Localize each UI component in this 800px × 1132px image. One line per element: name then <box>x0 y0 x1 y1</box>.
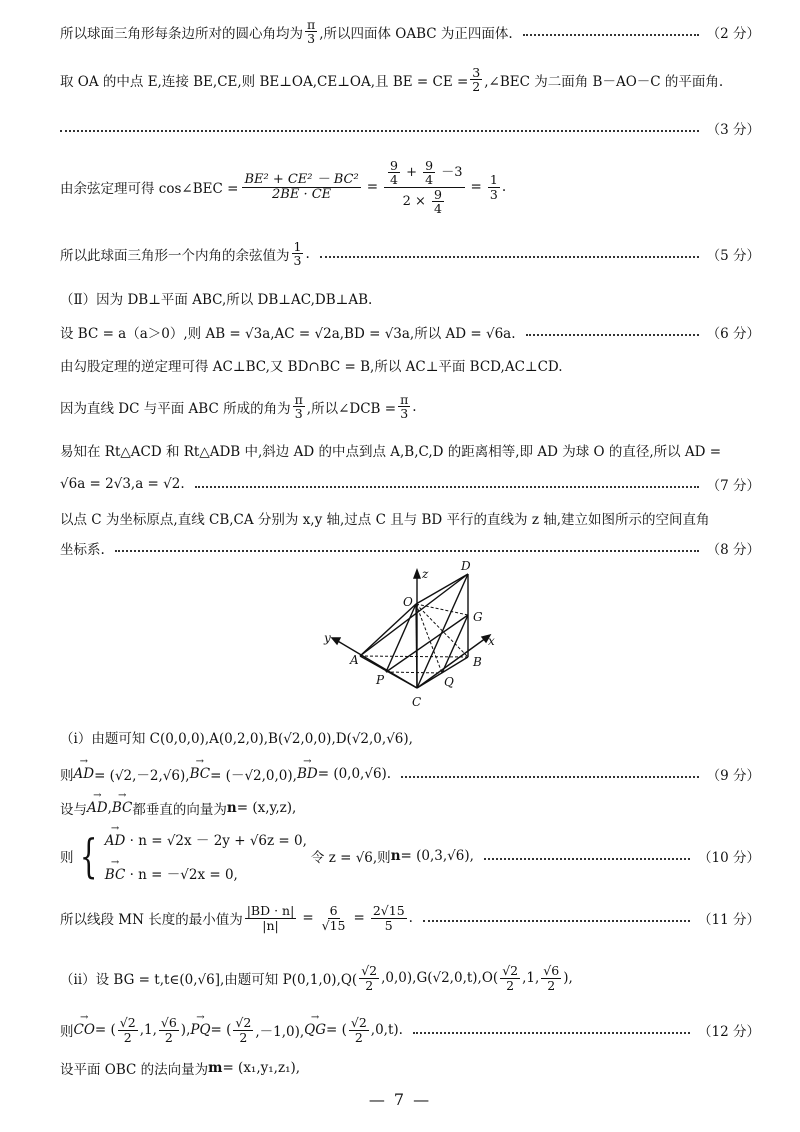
text: 所以线段 MN 长度的最小值为 <box>60 912 243 928</box>
text: = (－√2,0,0), <box>210 768 297 784</box>
text: 易知在 Rt△ACD 和 Rt△ADB 中,斜边 AD 的中点到点 A,B,C,D 的距离相等,即 AD 为球 O 的直径,所以 AD = <box>60 444 722 460</box>
fraction-6-sqrt15: $\frac{6}{√15}$ <box>321 903 346 933</box>
text: = ( <box>326 1022 347 1038</box>
vector-CO: → CO <box>74 1022 95 1038</box>
line-4 <box>60 240 760 267</box>
text: 设与 <box>60 802 87 818</box>
line-8 <box>60 393 760 420</box>
text: , <box>107 800 112 816</box>
dot-leader <box>60 130 699 132</box>
line-11 <box>60 508 760 528</box>
vector-PQ: → PQ <box>190 1022 210 1038</box>
dot-leader <box>523 34 699 36</box>
line-16 <box>60 828 760 884</box>
fraction-cosine: $\frac{\text{BE² + CE² － BC²}}{2BE \cdot CE}$ <box>244 171 359 202</box>
dashed-OB <box>416 604 468 657</box>
text: ), <box>180 1022 191 1038</box>
fraction-distance: $\frac{|BD \cdot n|}{|n|}$ <box>246 903 295 933</box>
dot-leader <box>320 256 699 258</box>
edge-AD <box>360 574 468 656</box>
text: 所以球面三角形每条边所对的圆心角均为 <box>60 25 303 42</box>
text: = (x,y,z), <box>236 800 297 816</box>
fraction-numeric: $\frac{9}{4}$ + $\frac{9}{4}$ －3 2 × $\frac{9}{4}$ <box>384 159 465 215</box>
period: . <box>408 910 413 926</box>
edge-CO <box>416 604 417 688</box>
vector-BC: → BC <box>190 766 211 782</box>
line-6 <box>60 322 760 342</box>
text: = ( <box>94 1022 116 1038</box>
score-label: （9 分） <box>706 768 760 784</box>
line-1 <box>60 18 760 45</box>
vector-BC: → BC <box>105 867 126 883</box>
line-20 <box>60 1058 760 1078</box>
equals: = <box>366 179 379 195</box>
label-x: x <box>488 634 495 648</box>
edge-AO <box>360 604 416 656</box>
dashed-PQ <box>386 672 442 673</box>
score-label: （5 分） <box>706 247 760 264</box>
text: （ⅱ）设 BG = t,t∈(0,√6],由题可知 P(0,1,0),Q( <box>60 972 358 988</box>
label-Q: Q <box>444 675 454 689</box>
dot-leader <box>195 486 699 488</box>
fraction-3-2: $\frac{3}{2}$ <box>472 65 481 95</box>
fraction-sqrt6-2: $\frac{√6}{2}$ <box>543 963 560 993</box>
label-G: G <box>473 610 483 624</box>
dot-leader <box>423 920 690 922</box>
text: = ( <box>210 1022 232 1038</box>
score-label: （8 分） <box>706 542 760 558</box>
score-label: （10 分） <box>698 850 760 866</box>
label-O: O <box>403 595 413 609</box>
dot-leader <box>484 858 690 860</box>
vector-m: m <box>208 1060 223 1076</box>
text: = (x₁,y₁,z₁), <box>222 1060 301 1076</box>
line-15 <box>60 798 760 818</box>
equals: = <box>353 910 365 926</box>
text: 因为直线 DC 与平面 ABC 所成的角为 <box>60 400 291 417</box>
line-12 <box>60 538 760 558</box>
fraction-sqrt2-2: $\frac{√2}{2}$ <box>502 963 519 993</box>
dot-leader <box>526 334 699 336</box>
line-2-score <box>60 118 760 138</box>
text: ,0,t). <box>370 1022 403 1038</box>
y-axis-arrow <box>332 638 340 644</box>
line-13 <box>60 727 760 747</box>
fraction-1-3: $\frac{1}{3}$ <box>293 239 302 269</box>
fraction-sqrt2-2: $\frac{√2}{2}$ <box>361 963 378 993</box>
text: 坐标系. <box>60 542 105 558</box>
text: ,∠BEC 为二面角 B－AO－C 的平面角. <box>484 73 724 90</box>
fraction-sqrt2-2: $\frac{√2}{2}$ <box>235 1015 252 1045</box>
vector-n: n <box>390 848 401 864</box>
score-label: （11 分） <box>698 912 760 928</box>
fraction-sqrt2-2: $\frac{√2}{2}$ <box>350 1015 367 1045</box>
dot-leader <box>115 550 699 552</box>
text: 设 BC = a（a＞0）,则 AB = √3a,AC = √2a,BD = √3a,所以 AD = √6a. <box>60 326 516 342</box>
text: ,0,0),G(√2,0,t),O( <box>381 970 499 986</box>
text: = (0,3,√6), <box>400 848 474 864</box>
text: ,1, <box>139 1022 157 1038</box>
fraction-sqrt2-2: $\frac{√2}{2}$ <box>119 1015 136 1045</box>
left-brace: { <box>79 829 97 883</box>
text: 所以此球面三角形一个内角的余弦值为 <box>60 247 290 264</box>
fraction-sqrt6-2: $\frac{√6}{2}$ <box>160 1015 177 1045</box>
text: 令 z = √6,则 <box>310 850 391 866</box>
text: ,－1,0), <box>255 1024 305 1040</box>
dot-leader <box>413 1032 690 1034</box>
vector-BD: → BD <box>297 766 318 782</box>
line-2 <box>60 66 760 93</box>
line-7 <box>60 355 760 375</box>
vector-n: n <box>226 800 237 816</box>
line-10 <box>60 474 760 494</box>
line-19 <box>60 1010 760 1050</box>
text: √6a = 2√3,a = √2. <box>60 476 185 492</box>
period: . <box>501 179 507 195</box>
text: 则 <box>60 850 74 866</box>
line-18 <box>60 958 760 998</box>
period: . <box>412 398 417 415</box>
fraction-pi-3: $\frac{\pi}{3}$ <box>294 392 303 422</box>
score-label: （7 分） <box>706 478 760 494</box>
text: 取 OA 的中点 E,连接 BE,CE,则 BE⊥OA,CE⊥OA,且 BE = CE = <box>60 73 469 90</box>
line-3 <box>60 152 760 222</box>
text: ,所以∠DCB = <box>306 400 397 417</box>
equals: = <box>302 910 314 926</box>
equals: = <box>470 179 482 195</box>
text: 设平面 OBC 的法向量为 <box>60 1062 209 1078</box>
score-label: （3 分） <box>706 122 760 138</box>
text: 由余弦定理可得 cos∠BEC = <box>60 181 239 197</box>
fraction-pi-3: $\frac{\pi}{3}$ <box>307 17 316 47</box>
text: 则 <box>60 1024 74 1040</box>
line-5 <box>60 288 760 308</box>
coordinate-figure <box>316 560 516 720</box>
text: ,1, <box>522 970 540 986</box>
line-9 <box>60 440 760 460</box>
text: ), <box>563 970 573 986</box>
text: = (0,0,√6). <box>317 766 392 782</box>
label-C: C <box>412 695 422 709</box>
label-z: z <box>422 567 429 581</box>
line-14 <box>60 764 760 784</box>
vector-AD: → AD <box>105 833 126 849</box>
text: 都垂直的向量为 <box>132 802 227 818</box>
text: 以点 C 为坐标原点,直线 CB,CA 分别为 x,y 轴,过点 C 且与 BD 平行的直线为 z 轴,建立如图所示的空间直角 <box>60 512 710 528</box>
label-A: A <box>350 653 359 667</box>
label-B: B <box>473 655 482 669</box>
line-17 <box>60 898 760 938</box>
text: （ⅰ）由题可知 C(0,0,0),A(0,2,0),B(√2,0,0),D(√2,0,√6), <box>60 731 413 747</box>
score-label: （12 分） <box>698 1024 760 1040</box>
label-P: P <box>376 673 385 687</box>
text: ,所以四面体 OABC 为正四面体. <box>319 25 513 42</box>
vector-AD: → AD <box>87 800 108 816</box>
score-label: （2 分） <box>706 25 760 42</box>
dashed-AB <box>360 656 468 657</box>
dashed-OG <box>416 604 468 615</box>
vector-BC: → BC <box>112 800 133 816</box>
period: . <box>305 245 310 262</box>
vector-AD: → AD <box>74 766 95 782</box>
text: （Ⅱ）因为 DB⊥平面 ABC,所以 DB⊥AC,DB⊥AB. <box>60 292 373 308</box>
dot-leader <box>401 776 699 778</box>
fraction-pi-3: $\frac{\pi}{3}$ <box>400 392 409 422</box>
page-number: — 7 — <box>368 1090 432 1109</box>
text: 则 <box>60 768 74 784</box>
fraction-1-3: $\frac{1}{3}$ <box>489 172 498 202</box>
score-label: （6 分） <box>706 326 760 342</box>
z-axis-arrow <box>414 570 420 578</box>
text: 由勾股定理的逆定理可得 AC⊥BC,又 BD∩BC = B,所以 AC⊥平面 BCD,AC⊥CD. <box>60 359 563 375</box>
label-y: y <box>324 631 331 645</box>
equation-system: { → AD · n = √2x － 2y + √6z = 0, → BC · n = －√2x = 0, <box>74 829 307 883</box>
fraction-2sqrt15-5: $\frac{2√15}{5}$ <box>372 903 405 933</box>
label-D: D <box>461 560 471 573</box>
text: = (√2,－2,√6), <box>94 768 190 784</box>
vector-QG: → QG <box>304 1022 326 1038</box>
